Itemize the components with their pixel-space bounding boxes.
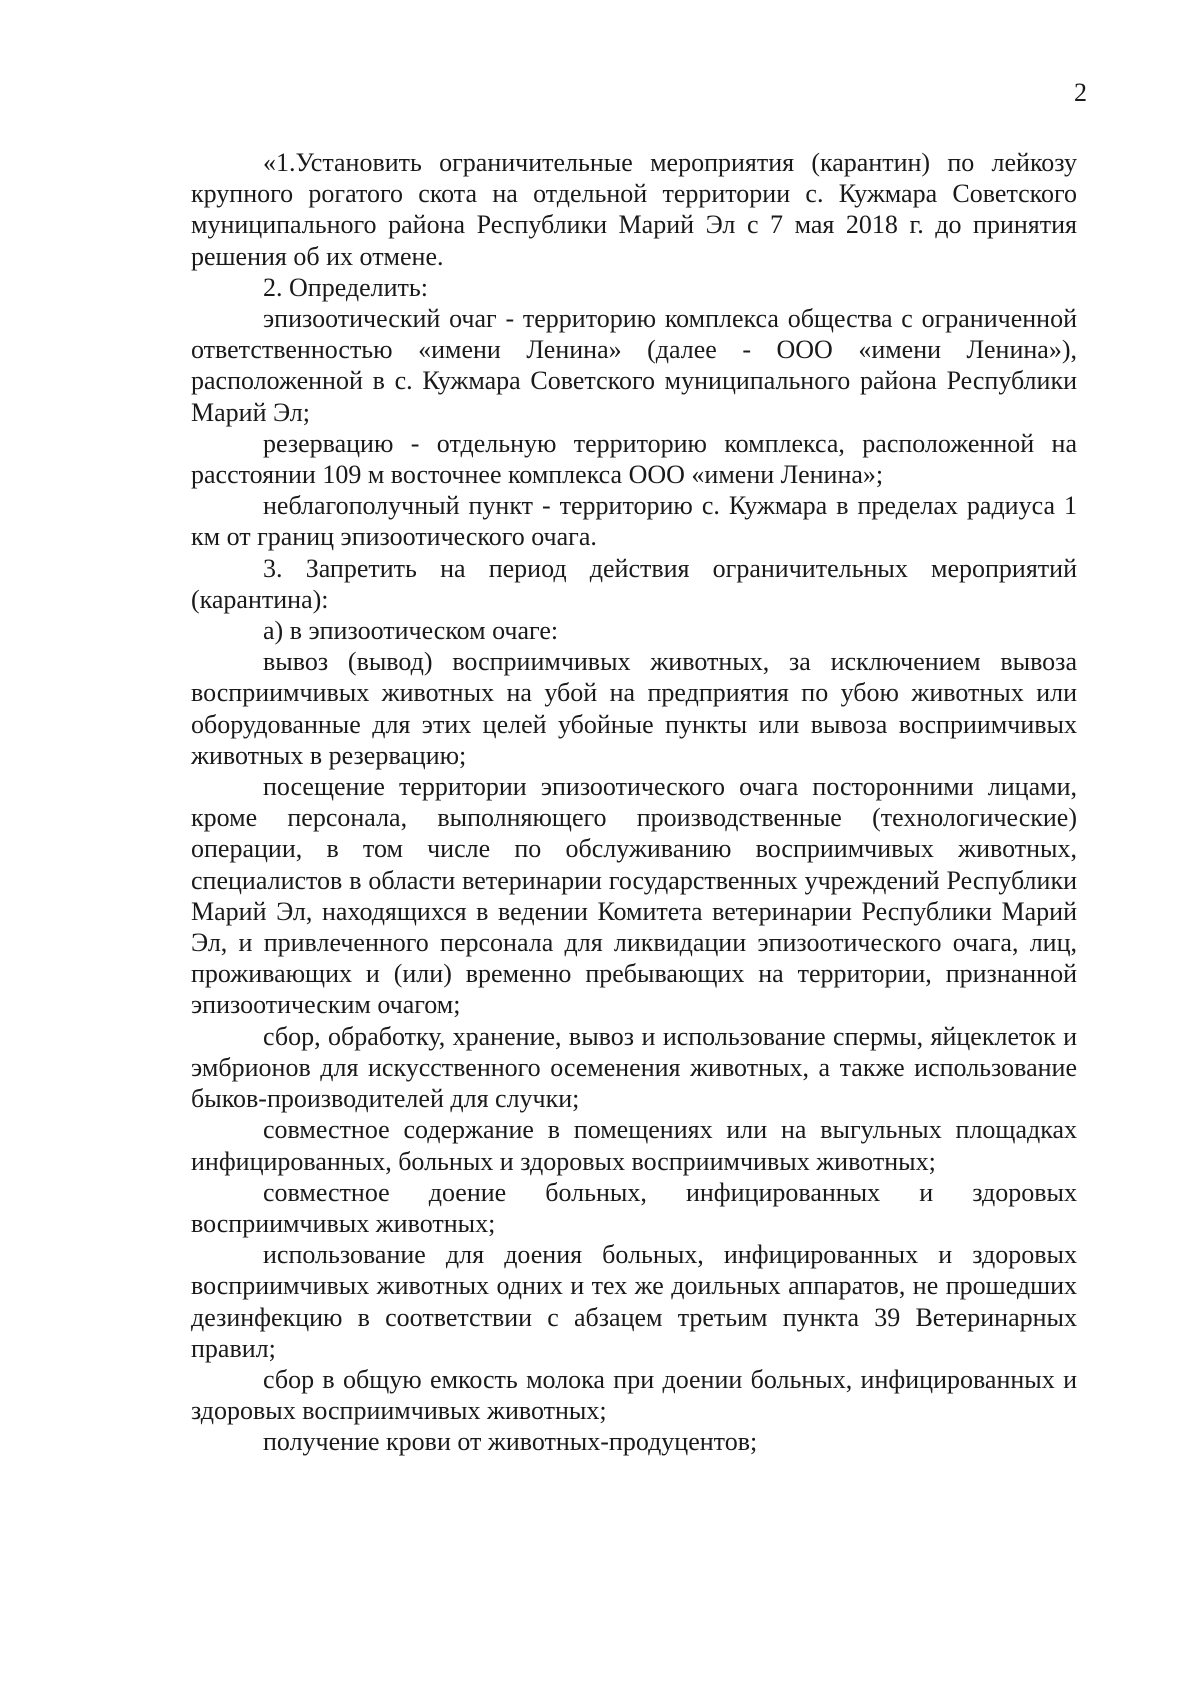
paragraph-milk-collection: сбор в общую емкость молока при доении больных, инфицированных и здоровых восприимчивых животных; xyxy=(191,1364,1077,1426)
paragraph-sperm-collection: сбор, обработку, хранение, вывоз и использование спермы, яйцеклеток и эмбрионов для искусственного осеменения животных, а также использование быков-производителей для случки; xyxy=(191,1021,1077,1114)
page-number: 2 xyxy=(1074,78,1087,107)
paragraph-quarantine-established: «1.Установить ограничительные мероприятия (карантин) по лейкозу крупного рогатого скота на отдельной территории с. Кужмара Советского муниципального района Республики Марий Эл с 7 мая 2018 г. до принятия решения об их отмене. xyxy=(191,148,1077,271)
paragraph-visiting-territory: посещение территории эпизоотического очага посторонними лицами, кроме персонала, выполняющего производственные (технологические) операции, в том числе по обслуживанию восприимчивых животных, специалистов в области ветеринарии государственных учреждений Республики Марий Эл, находящихся в ведении Комитета ветеринарии Республики Марий Эл, и привлеченного персонала для ликвидации эпизоотического очага, лиц, проживающих и (или) временно пребывающих на территории, признанной эпизоотическим очагом; xyxy=(191,772,1077,1020)
paragraph-define-heading: 2. Определить: xyxy=(263,272,428,302)
paragraph-joint-keeping: совместное содержание в помещениях или на выгульных площадках инфицированных, больных и здоровых восприимчивых животных; xyxy=(191,1115,1077,1176)
paragraph-joint-milking: совместное доение больных, инфицированных и здоровых восприимчивых животных; xyxy=(191,1177,1077,1238)
paragraph-animal-removal: вывоз (вывод) восприимчивых животных, за исключением вывоза восприимчивых животных на убой на предприятия по убою животных или оборудованные для этих целей убойные пункты или вывоза восприимчивых животных в резервацию; xyxy=(191,647,1077,770)
document-body xyxy=(191,147,1077,1458)
paragraph-in-focus-heading: а) в эпизоотическом очаге: xyxy=(263,616,559,646)
paragraph-prohibit-heading: 3. Запретить на период действия ограничительных мероприятий (карантина): xyxy=(191,553,1077,614)
paragraph-unfavorable-point: неблагополучный пункт - территорию с. Кужмара в пределах радиуса 1 км от границ эпизоотического очага. xyxy=(191,491,1077,552)
paragraph-blood-collection: получение крови от животных-продуцентов; xyxy=(263,1427,758,1457)
paragraph-reservation: резервацию - отдельную территорию комплекса, расположенной на расстоянии 109 м восточнее комплекса ООО «имени Ленина»; xyxy=(191,428,1077,490)
paragraph-milking-machines: использование для доения больных, инфицированных и здоровых восприимчивых животных одних и тех же доильных аппаратов, не прошедших дезинфекцию в соответствии с абзацем третьим пункта 39 Ветеринарных правил; xyxy=(191,1240,1077,1363)
paragraph-epizootic-focus: эпизоотический очаг - территорию комплекса общества с ограниченной ответственностью «имени Ленина» (далее - ООО «имени Ленина»), расположенной в с. Кужмара Советского муниципального района Республики Марий Эл; xyxy=(191,304,1077,427)
